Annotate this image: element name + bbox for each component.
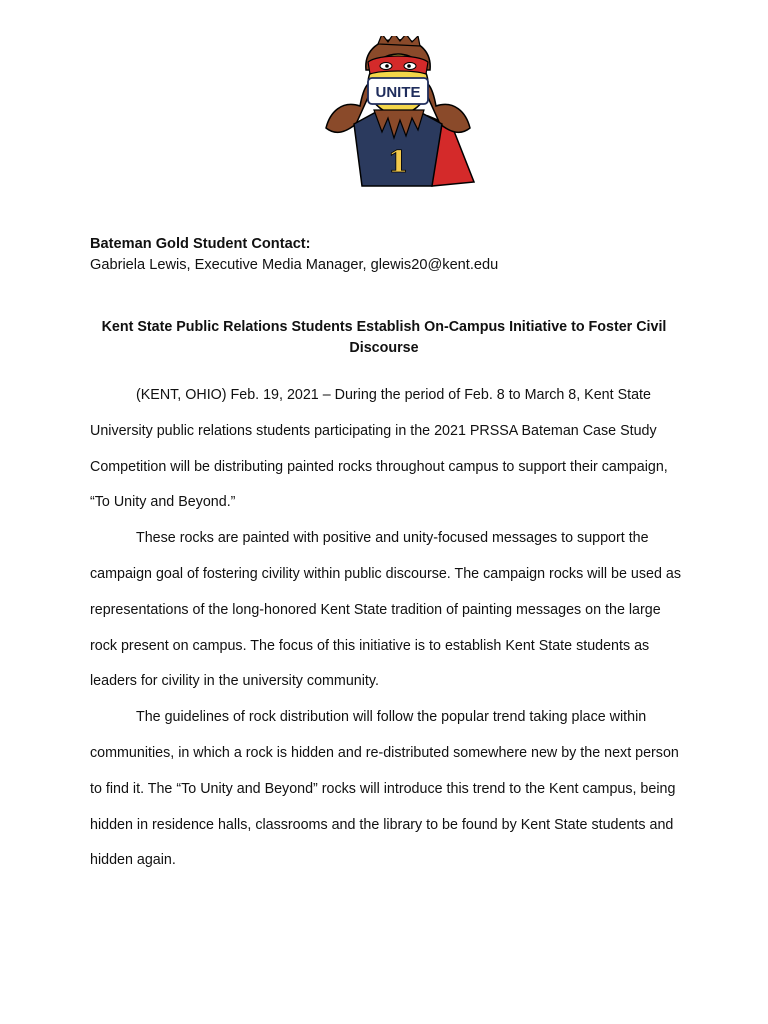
- paragraph: These rocks are painted with positive and unity-focused messages to support the campaign goal of fostering civility within public discourse. The campaign rocks will be used as representations of the long-honored Kent State tradition of painting messages on the large rock present on campus. The focus of this initiative is to establish Kent State students as leaders for civility in the university community.: [90, 530, 681, 690]
- press-release-headline: Kent State Public Relations Students Establish On-Campus Initiative to Foster Civil Discourse: [101, 319, 667, 356]
- contact-details: Gabriela Lewis, Executive Media Manager, glewis20@kent.edu: [90, 257, 499, 273]
- jersey-number: 1: [387, 145, 409, 180]
- student-contact: [90, 234, 690, 276]
- paragraph: (KENT, OHIO) Feb. 19, 2021 – During the period of Feb. 8 to March 8, Kent State University public relations students participating in the 2021 PRSSA Bateman Case Study Competition will be distributing painted rocks throughout campus to support their campaign, “To Unity and Beyond.”: [90, 387, 668, 511]
- mascot-mask: [368, 56, 428, 74]
- contact-heading: Bateman Gold Student Contact:: [90, 236, 311, 252]
- unite-badge-text: UNITE: [375, 84, 421, 101]
- feather-spikes: [378, 36, 420, 46]
- press-release-body: [90, 378, 684, 879]
- unite-mascot-logo: [320, 36, 476, 188]
- paragraph: The guidelines of rock distribution will follow the popular trend taking place within communities, in which a rock is hidden and re-distributed somewhere new by the next person to find it. The “To Unity and Beyond” rocks will introduce this trend to the Kent campus, being hidden in residence halls, classrooms and the library to be found by Kent State students and hidden again.: [90, 709, 679, 869]
